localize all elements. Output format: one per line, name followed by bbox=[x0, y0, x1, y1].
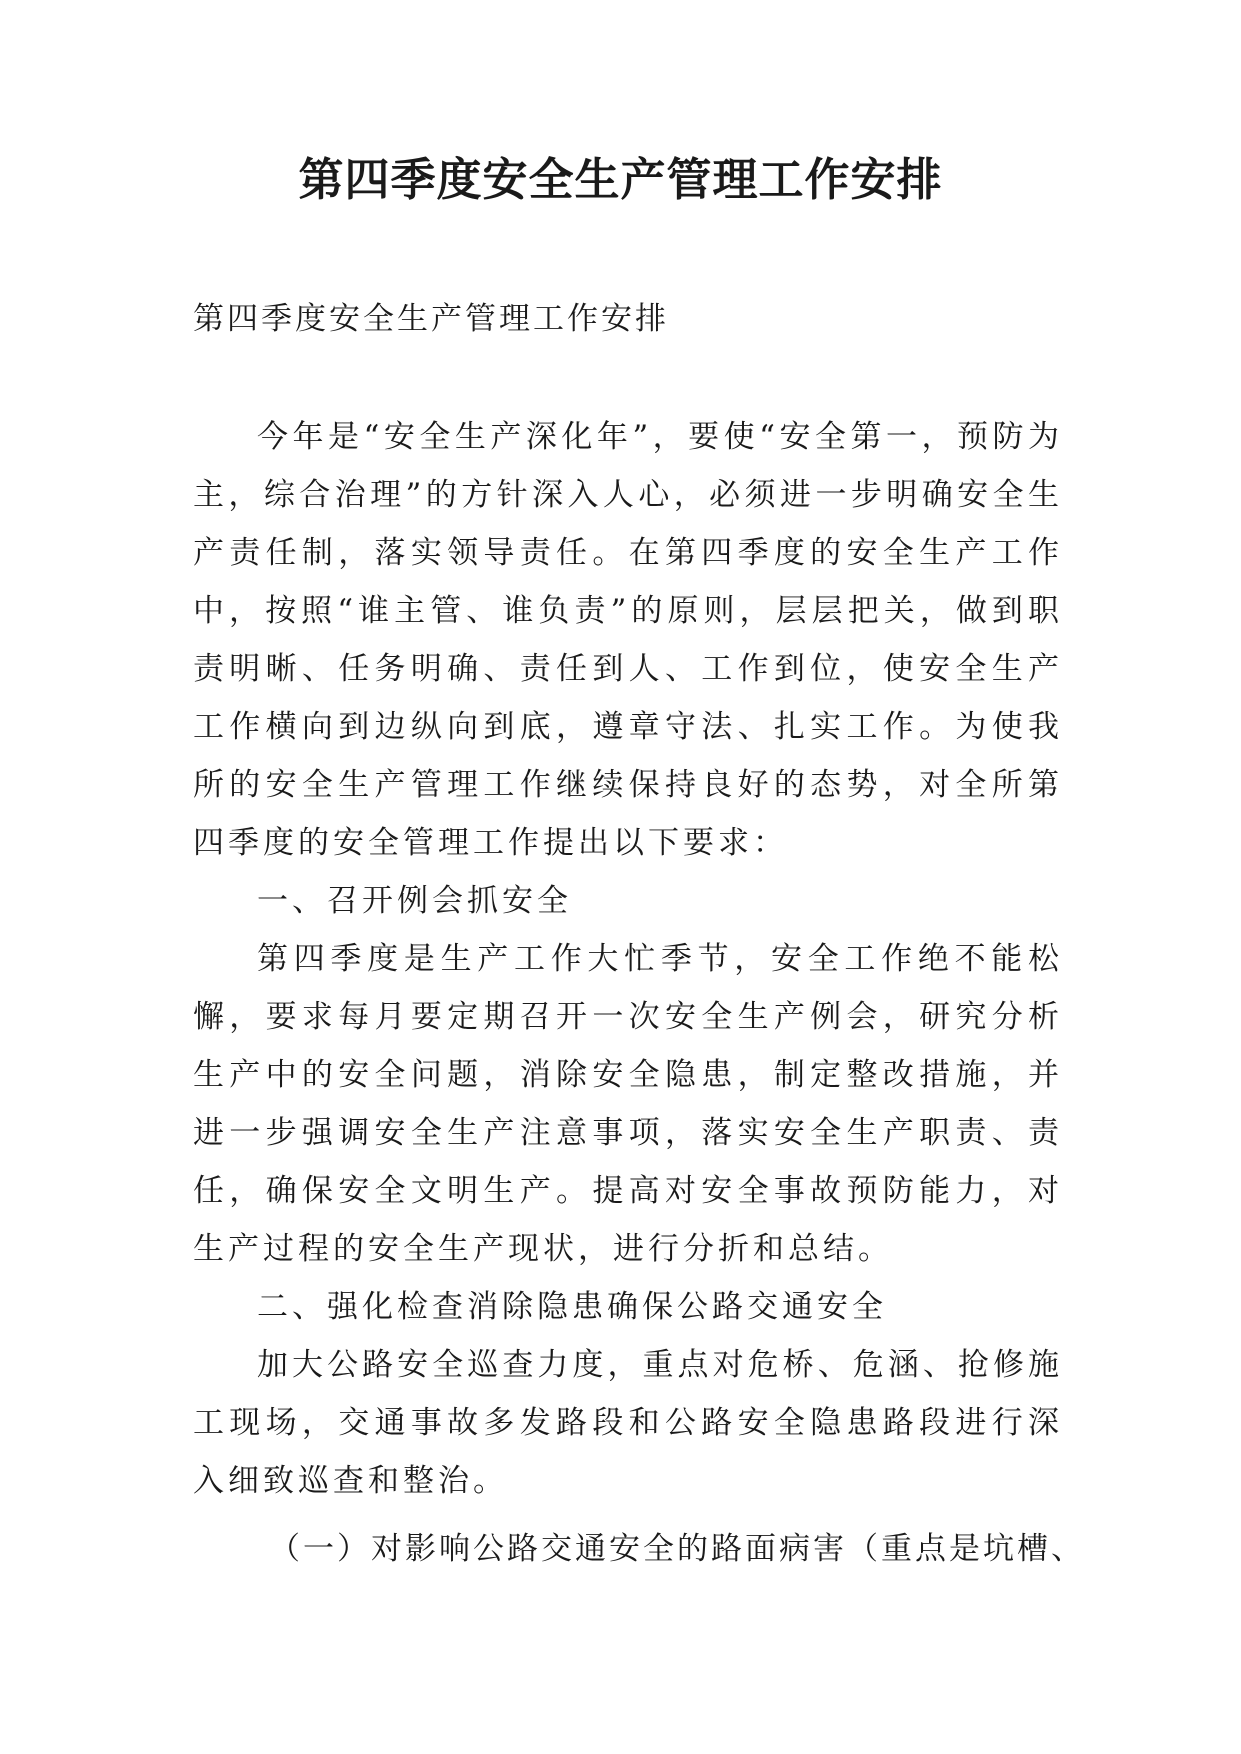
paragraph-intro: 今年是“安全生产深化年”，要使“安全第一，预防为主，综合治理”的方针深入人心，必须进一步明确安全生产责任制，落实领导责任。在第四季度的安全生产工作中，按照“谁主管、谁负责”的原则，层层把关，做到职责明晰、任务明确、责任到人、工作到位，使安全生产工作横向到边纵向到底，遵章守法、扎实工作。为使我所的安全生产管理工作继续保持良好的态势，对全所第四季度的安全管理工作提出以下要求： bbox=[193, 419, 1063, 861]
subsection-item-1: （一）对影响公路交通安全的路面病害（重点是坑槽、 bbox=[269, 1531, 1085, 1567]
paragraph-section-1: 第四季度是生产工作大忙季节，安全工作绝不能松懈，要求每月要定期召开一次安全生产例会，研究分析生产中的安全问题，消除安全隐患，制定整改措施，并进一步强调安全生产注意事项，落实安全生产职责、责任，确保安全文明生产。提高对安全事故预防能力，对生产过程的安全生产现状，进行分折和总结。 bbox=[193, 941, 1063, 1267]
section-heading-2: 二、强化检查消除隐患确保公路交通安全 bbox=[257, 1289, 887, 1325]
document-title: 第四季度安全生产管理工作安排 bbox=[298, 153, 943, 206]
section-heading-1: 一、召开例会抓安全 bbox=[257, 883, 572, 919]
document-body bbox=[193, 290, 1085, 1578]
document-subtitle: 第四季度安全生产管理工作安排 bbox=[193, 301, 669, 337]
paragraph-section-2: 加大公路安全巡查力度，重点对危桥、危涵、抢修施工现场，交通事故多发路段和公路安全隐患路段进行深入细致巡查和整治。 bbox=[193, 1347, 1063, 1499]
